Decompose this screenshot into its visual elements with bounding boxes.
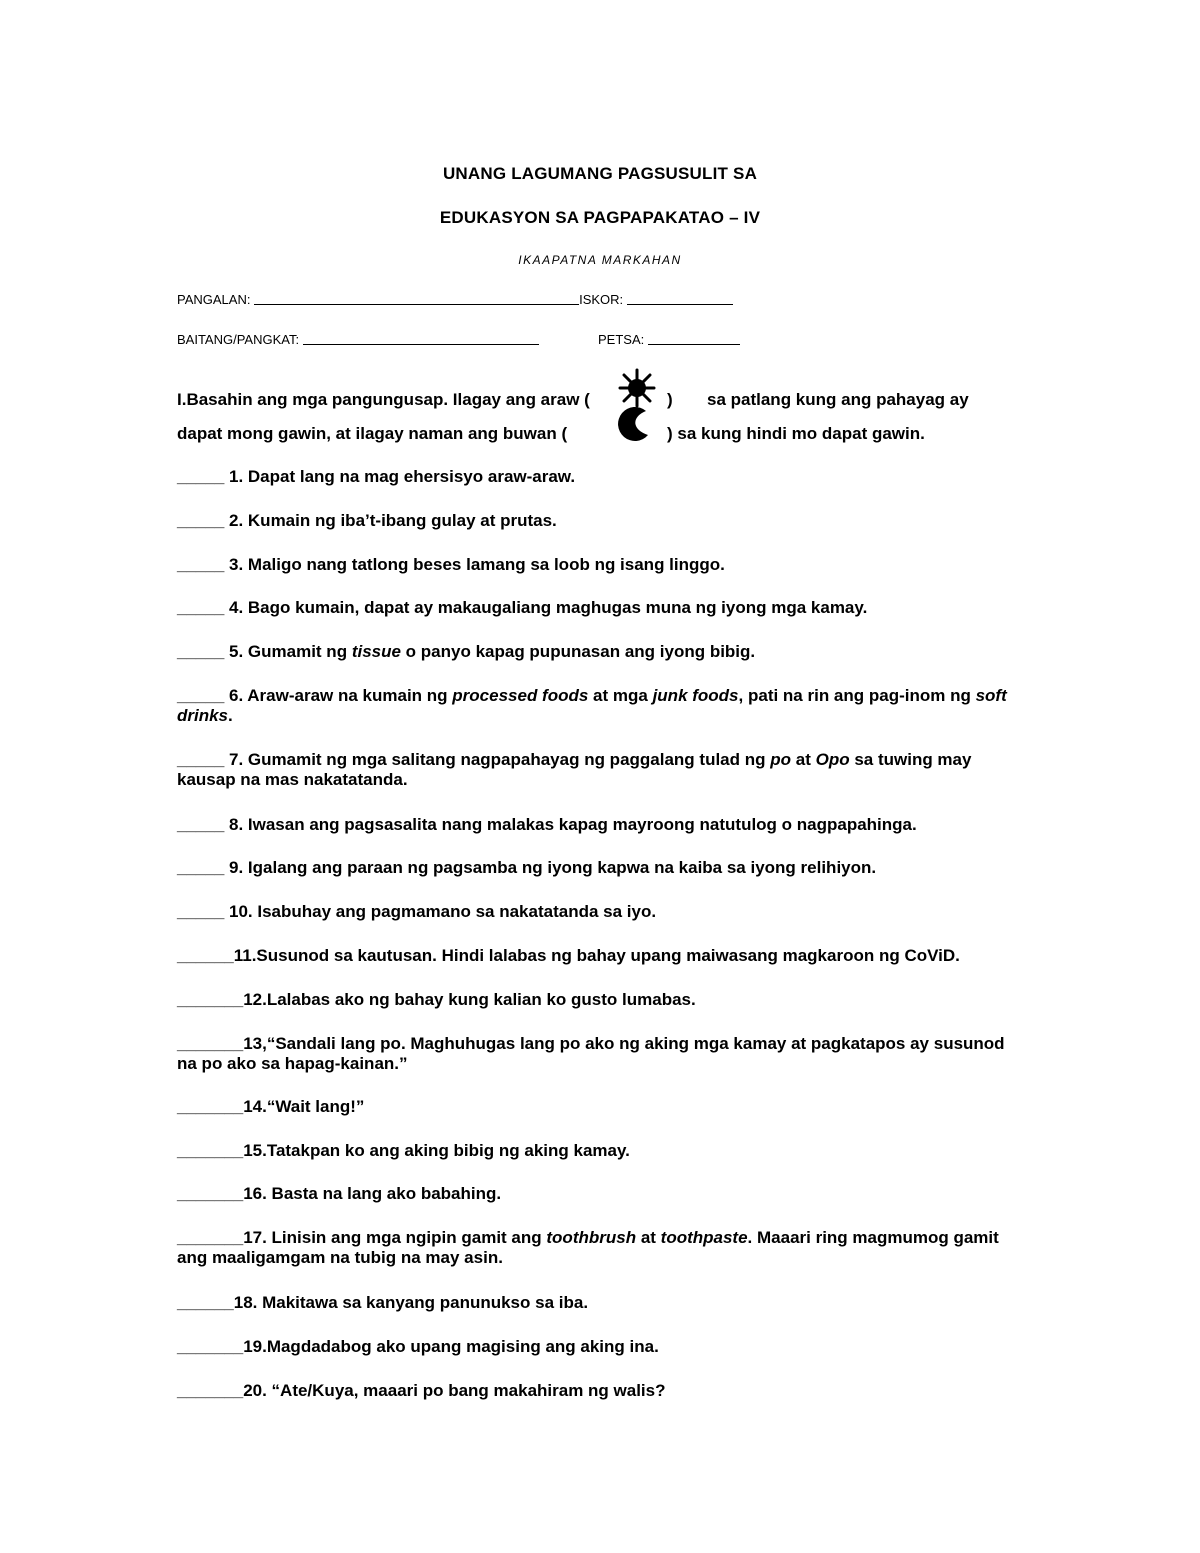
question-text: 9. Igalang ang paraan ng pagsamba ng iyong kapwa na kaiba sa iyong relihiyon. [224,858,877,877]
answer-blank[interactable]: _____ [177,902,225,921]
question-text-italic: soft drinks [177,686,1007,725]
instruction-line-2a: dapat mong gawin, at ilagay naman ang buwan ( [177,424,568,443]
question-text: 19.Magdadabog ako upang magising ang aking ina. [243,1337,659,1356]
question-text-italic: Opo [815,750,850,769]
question-item [177,750,1012,790]
answer-blank[interactable]: _____ [177,598,225,617]
question-text: 8. Iwasan ang pagsasalita nang malakas kapag mayroong natutulog o nagpapahinga. [224,815,917,834]
question-text: at [791,750,816,769]
answer-blank[interactable]: _______ [177,1141,244,1160]
question-item [177,555,1012,575]
grade-field[interactable] [177,332,539,347]
question-text: , pati na rin ang pag-inom ng [738,686,976,705]
answer-blank[interactable]: _____ [177,858,225,877]
answer-blank[interactable]: _______ [177,1381,244,1400]
question-text: . [228,706,233,725]
sun-icon [618,368,656,408]
answer-blank[interactable]: _____ [177,511,225,530]
question-item [177,990,1012,1010]
answer-blank[interactable]: _______ [177,1097,244,1116]
question-text: 4. Bago kumain, dapat ay makaugaliang maghugas muna ng iyong mga kamay. [224,598,868,617]
answer-blank[interactable]: _____ [177,686,225,705]
question-text: 14.“Wait lang!” [243,1097,365,1116]
question-item [177,1034,1012,1074]
instruction-line-1b: ) [667,390,673,409]
question-text: 18. Makitawa sa kanyang panunukso sa iba. [233,1293,589,1312]
worksheet-title-line-2: EDUKASYON SA PAGPAPAKATAO – IV [439,208,761,227]
question-item [177,686,1012,726]
question-item [177,467,1012,487]
question-item [177,1337,1012,1357]
question-text: 10. Isabuhay ang pagmamano sa nakatatanda sa iyo. [224,902,657,921]
answer-blank[interactable]: ______ [177,946,234,965]
question-text: . Maaari ring magmumog gamit ang maaligamgam na tubig na may asin. [177,1228,999,1267]
name-blank[interactable] [254,303,579,305]
answer-blank[interactable]: _______ [177,1034,244,1053]
question-text: 5. Gumamit ng [224,642,352,661]
question-text: o panyo kapag pupunasan ang iyong bibig. [400,642,756,661]
answer-blank[interactable]: _____ [177,750,225,769]
name-field[interactable] [177,292,733,307]
name-label: PANGALAN: [177,292,251,307]
question-item [177,1184,1012,1204]
score-label: ISKOR: [579,292,624,307]
question-text: 12.Lalabas ako ng bahay kung kalian ko gusto lumabas. [243,990,696,1009]
question-text: 6. Araw-araw na kumain ng [224,686,453,705]
question-text: 1. Dapat lang na mag ehersisyo araw-araw. [224,467,576,486]
question-item [177,1097,1012,1117]
question-item [177,1381,1012,1401]
question-item [177,511,1012,531]
question-text: 11.Susunod sa kautusan. Hindi lalabas ng bahay upang maiwasang magkaroon ng CoViD. [233,946,960,965]
answer-blank[interactable]: _______ [177,990,244,1009]
quarter-label: IKAAPATNA MARKAHAN [518,253,682,267]
worksheet-title-line-1: UNANG LAGUMANG PAGSUSULIT SA [442,164,758,183]
date-label: PETSA: [598,332,645,347]
question-text-italic: processed foods [452,686,589,705]
date-blank[interactable] [648,343,740,345]
question-text-italic: po [770,750,792,769]
question-text: 15.Tatakpan ko ang aking bibig ng aking kamay. [243,1141,630,1160]
question-item [177,1293,1012,1313]
instruction-line-1c: sa patlang kung ang pahayag ay [707,390,969,409]
question-text: at [636,1228,661,1247]
answer-blank[interactable]: _______ [177,1184,244,1203]
question-text-italic: tissue [351,642,401,661]
question-item [177,1141,1012,1161]
answer-blank[interactable]: _____ [177,642,225,661]
question-text: 20. “Ate/Kuya, maaari po bang makahiram ng walis? [243,1381,666,1400]
question-text-italic: junk foods [652,686,739,705]
question-item [177,902,1012,922]
moon-icon [606,405,654,441]
question-text: sa tuwing may kausap na mas nakatatanda. [177,750,972,789]
question-text: 17. Linisin ang mga ngipin gamit ang [243,1228,547,1247]
question-item [177,598,1012,618]
question-text-italic: toothpaste [660,1228,748,1247]
question-text: 7. Gumamit ng mga salitang nagpapahayag ng paggalang tulad ng [224,750,771,769]
question-item [177,1228,1012,1268]
answer-blank[interactable]: _____ [177,467,225,486]
answer-blank[interactable]: ______ [177,1293,234,1312]
question-text: 2. Kumain ng iba’t-ibang gulay at prutas. [224,511,557,530]
question-text: at mga [588,686,653,705]
instruction-line-2b: ) sa kung hindi mo dapat gawin. [667,424,925,443]
question-item [177,946,1012,966]
answer-blank[interactable]: _______ [177,1337,244,1356]
question-text-italic: toothbrush [546,1228,637,1247]
question-item [177,858,1012,878]
date-field[interactable] [598,332,740,347]
question-text: 16. Basta na lang ako babahing. [243,1184,502,1203]
score-blank[interactable] [627,303,733,305]
question-item [177,642,1012,662]
answer-blank[interactable]: _____ [177,815,225,834]
question-text: 3. Maligo nang tatlong beses lamang sa loob ng isang linggo. [224,555,725,574]
answer-blank[interactable]: _______ [177,1228,244,1247]
instruction-line-1a: I.Basahin ang mga pangungusap. Ilagay ang araw ( [177,390,590,409]
grade-label: BAITANG/PANGKAT: [177,332,300,347]
question-text: 13,“Sandali lang po. Maghuhugas lang po ako ng aking mga kamay at pagkatapos ay susunod na po ako sa hapag-kainan.” [177,1034,1005,1073]
question-item [177,815,1012,835]
grade-blank[interactable] [303,343,539,345]
answer-blank[interactable]: _____ [177,555,225,574]
